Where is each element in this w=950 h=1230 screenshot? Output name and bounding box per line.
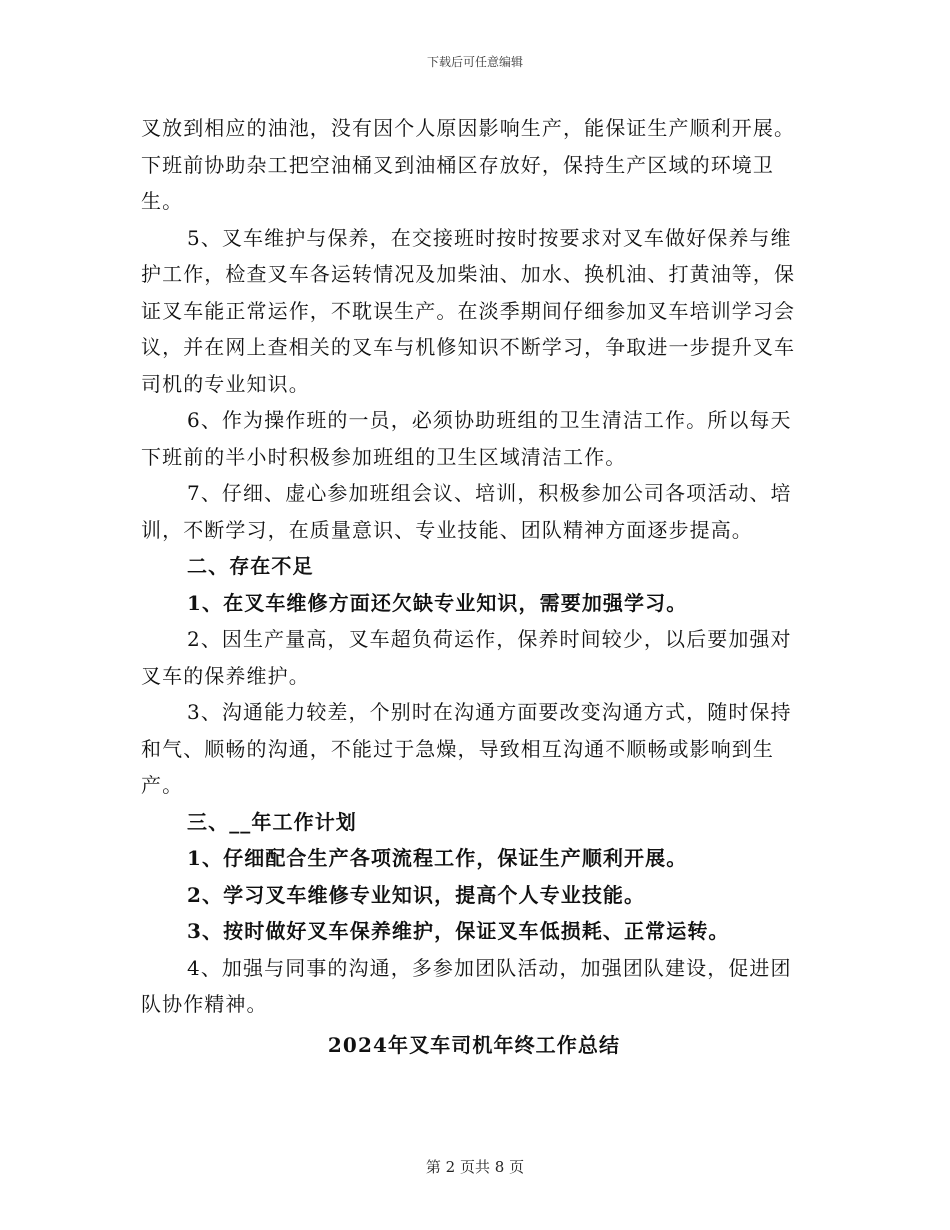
paragraph-item-7: 7、仔细、虚心参加班组会议、培训，积极参加公司各项活动、培训，不断学习，在质量意识、专业技能、团队精神方面逐步提高。 [141,481,792,542]
paragraph-item-5: 5、叉车维护与保养，在交接班时按时按要求对叉车做好保养与维护工作，检查叉车各运转情况及加柴油、加水、换机油、打黄油等，保证叉车能正常运作，不耽误生产。在淡季期间仔细参加叉车培训学习会议，并在网上查相关的叉车与机修知识不断学习，争取进一步提升叉车司机的专业知识。 [141,225,796,396]
paragraph-item-6: 6、作为操作班的一员，必须协助班组的卫生清洁工作。所以每天下班前的半小时积极参加班组的卫生区域清洁工作。 [141,408,792,469]
document-title: 2024年叉车司机年终工作总结 [327,1032,621,1057]
page-footer: 第 2 页共 8 页 [425,1158,525,1176]
plan-item-1: 1、仔细配合生产各项流程工作，保证生产顺利开展。 [187,846,688,870]
shortcoming-item-3: 3、沟通能力较差，个别时在沟通方面要改变沟通方式，随时保持和气、顺畅的沟通，不能过于急燥，导致相互沟通不顺畅或影响到生产。 [141,700,792,797]
plan-item-4: 4、加强与同事的沟通，多参加团队活动，加强团队建设，促进团队协作精神。 [141,955,792,1016]
plan-item-3: 3、按时做好叉车保养维护，保证叉车低损耗、正常运转。 [187,919,730,943]
shortcoming-item-1: 1、在叉车维修方面还欠缺专业知识，需要加强学习。 [187,590,688,615]
page-header: 下载后可任意编辑 [426,55,523,69]
shortcoming-item-2: 2、因生产量高，叉车超负荷运作，保养时间较少，以后要加强对叉车的保养维护。 [141,627,792,688]
document-body [141,110,807,1063]
paragraph-continuation: 叉放到相应的油池，没有因个人原因影响生产，能保证生产顺利开展。下班前协助杂工把空油桶叉到油桶区存放好，保持生产区域的环境卫生。 [141,116,796,213]
plan-item-2: 2、学习叉车维修专业知识，提高个人专业技能。 [187,882,646,907]
section-heading-shortcomings: 二、存在不足 [187,554,314,578]
section-heading-plan: 三、__年工作计划 [187,809,357,834]
